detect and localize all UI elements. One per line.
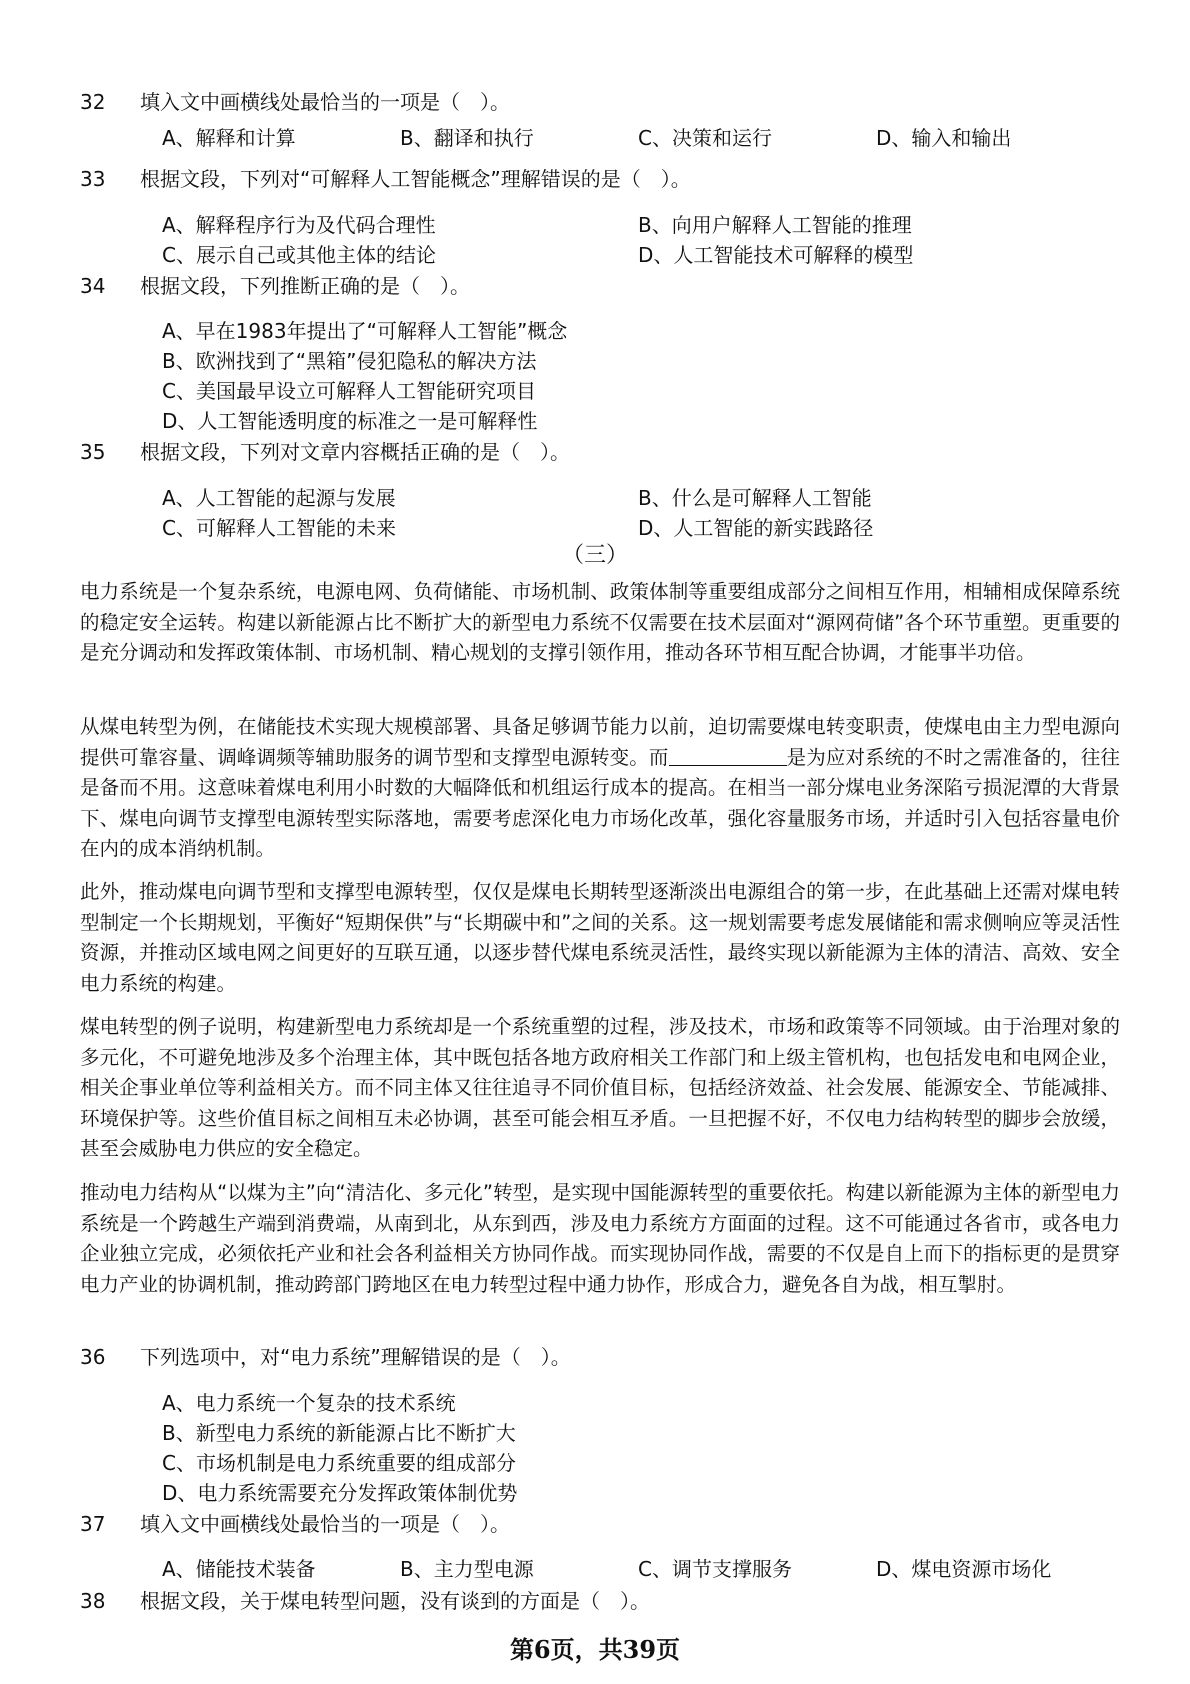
question-number: 36	[80, 1345, 106, 1369]
option-c: C、调节支撑服务	[638, 1557, 792, 1581]
option-d: D、电力系统需要充分发挥政策体制优势	[162, 1481, 518, 1505]
option-c: C、可解释人工智能的未来	[162, 516, 396, 540]
question-text: 填入文中画横线处最恰当的一项是（ ）。	[140, 1512, 510, 1536]
question-text: 根据文段，下列对“可解释人工智能概念”理解错误的是（ ）。	[140, 167, 691, 191]
question-text: 根据文段，关于煤电转型问题，没有谈到的方面是（ ）。	[140, 1589, 650, 1613]
option-d: D、输入和输出	[876, 126, 1012, 150]
option-c: C、决策和运行	[638, 126, 772, 150]
question-number: 35	[80, 440, 106, 464]
option-b: B、什么是可解释人工智能	[638, 486, 872, 510]
option-c: C、市场机制是电力系统重要的组成部分	[162, 1451, 516, 1475]
paragraph-text: 是为应对系统的不时之需准备的，往往是备而不用。这意味着煤电利用小时数的大幅降低和机组运行成本的提高。在相当一部分煤电业务深陷亏损泥潭的大背景下、煤电向调节支撑型电源转型实际落地，需要考虑深化电力市场化改革，强化容量服务市场，并适时引入包括容量电价在内的成本消纳机制。	[80, 745, 1120, 860]
paragraph-text: 从煤电转型为例，在储能技术实现大规模部署、具备足够调节能力以前，迫切需要煤电转变职责，使煤电由主力型电源向提供可靠容量、调峰调频等辅助服务的调节型和支撑型电源转变。而	[80, 715, 1120, 769]
option-d: D、人工智能的新实践路径	[638, 516, 874, 540]
option-a: A、解释程序行为及代码合理性	[162, 213, 436, 237]
option-a: A、储能技术装备	[162, 1557, 316, 1581]
option-b: B、主力型电源	[400, 1557, 534, 1581]
option-d: D、人工智能透明度的标准之一是可解释性	[162, 409, 538, 433]
option-c: C、展示自己或其他主体的结论	[162, 243, 436, 267]
option-a: A、电力系统一个复杂的技术系统	[162, 1391, 456, 1415]
question-number: 33	[80, 167, 106, 191]
question-number: 37	[80, 1512, 106, 1536]
question-number: 32	[80, 90, 106, 114]
passage-paragraph-1: 电力系统是一个复杂系统，电源电网、负荷储能、市场机制、政策体制等重要组成部分之间相互作用，相辅相成保障系统的稳定安全运转。构建以新能源占比不断扩大的新型电力系统不仅需要在技术层面对“源网荷储”各个环节重塑。更重要的是充分调动和发挥政策体制、市场机制、精心规划的支撑引领作用，推动各环节相互配合协调，才能事半功倍。	[80, 580, 1120, 664]
passage-paragraph-4: 煤电转型的例子说明，构建新型电力系统却是一个系统重塑的过程，涉及技术，市场和政策等不同领域。由于治理对象的多元化，不可避免地涉及多个治理主体，其中既包括各地方政府相关工作部门和上级主管机构，也包括发电和电网企业，相关企事业单位等利益相关方。而不同主体又往往追寻不同价值目标，包括经济效益、社会发展、能源安全、节能减排、环境保护等。这些价值目标之间相互未必协调，甚至可能会相互矛盾。一旦把握不好，不仅电力结构转型的脚步会放缓，甚至会威胁电力供应的安全稳定。	[80, 1015, 1120, 1160]
option-a: A、早在1983年提出了“可解释人工智能”概念	[162, 319, 568, 343]
option-d: D、煤电资源市场化	[876, 1557, 1052, 1581]
option-b: B、向用户解释人工智能的推理	[638, 213, 912, 237]
question-text: 填入文中画横线处最恰当的一项是（ ）。	[140, 90, 510, 114]
passage-paragraph-2	[80, 712, 1120, 865]
option-d: D、人工智能技术可解释的模型	[638, 243, 914, 267]
question-text: 根据文段，下列对文章内容概括正确的是（ ）。	[140, 440, 570, 464]
option-b: B、翻译和执行	[400, 126, 534, 150]
passage-paragraph-3: 此外，推动煤电向调节型和支撑型电源转型，仅仅是煤电长期转型逐渐淡出电源组合的第一步，在此基础上还需对煤电转型制定一个长期规划，平衡好“短期保供”与“长期碳中和”之间的关系。这一规划需要考虑发展储能和需求侧响应等灵活性资源，并推动区域电网之间更好的互联互通，以逐步替代煤电系统灵活性，最终实现以新能源为主体的清洁、高效、安全电力系统的构建。	[80, 880, 1120, 995]
question-number: 34	[80, 274, 106, 298]
question-text: 根据文段，下列推断正确的是（ ）。	[140, 274, 470, 298]
option-a: A、人工智能的起源与发展	[162, 486, 396, 510]
option-b: B、欧洲找到了“黑箱”侵犯隐私的解决方法	[162, 349, 537, 373]
option-b: B、新型电力系统的新能源占比不断扩大	[162, 1421, 516, 1445]
option-a: A、解释和计算	[162, 126, 296, 150]
page-number: 第6页，共39页	[509, 1635, 681, 1664]
question-number: 38	[80, 1589, 106, 1613]
fill-in-blank	[669, 745, 787, 766]
section-title: （三）	[561, 543, 628, 568]
question-text: 下列选项中，对“电力系统”理解错误的是（ ）。	[140, 1345, 571, 1369]
option-c: C、美国最早设立可解释人工智能研究项目	[162, 379, 536, 403]
passage-paragraph-5: 推动电力结构从“以煤为主”向“清洁化、多元化”转型，是实现中国能源转型的重要依托。构建以新能源为主体的新型电力系统是一个跨越生产端到消费端，从南到北，从东到西，涉及电力系统方方面面的过程。这不可能通过各省市，或各电力企业独立完成，必须依托产业和社会各利益相关方协同作战。而实现协同作战，需要的不仅是自上而下的指标更的是贯穿电力产业的协调机制，推动跨部门跨地区在电力转型过程中通力协作，形成合力，避免各自为战，相互掣肘。	[80, 1181, 1120, 1296]
